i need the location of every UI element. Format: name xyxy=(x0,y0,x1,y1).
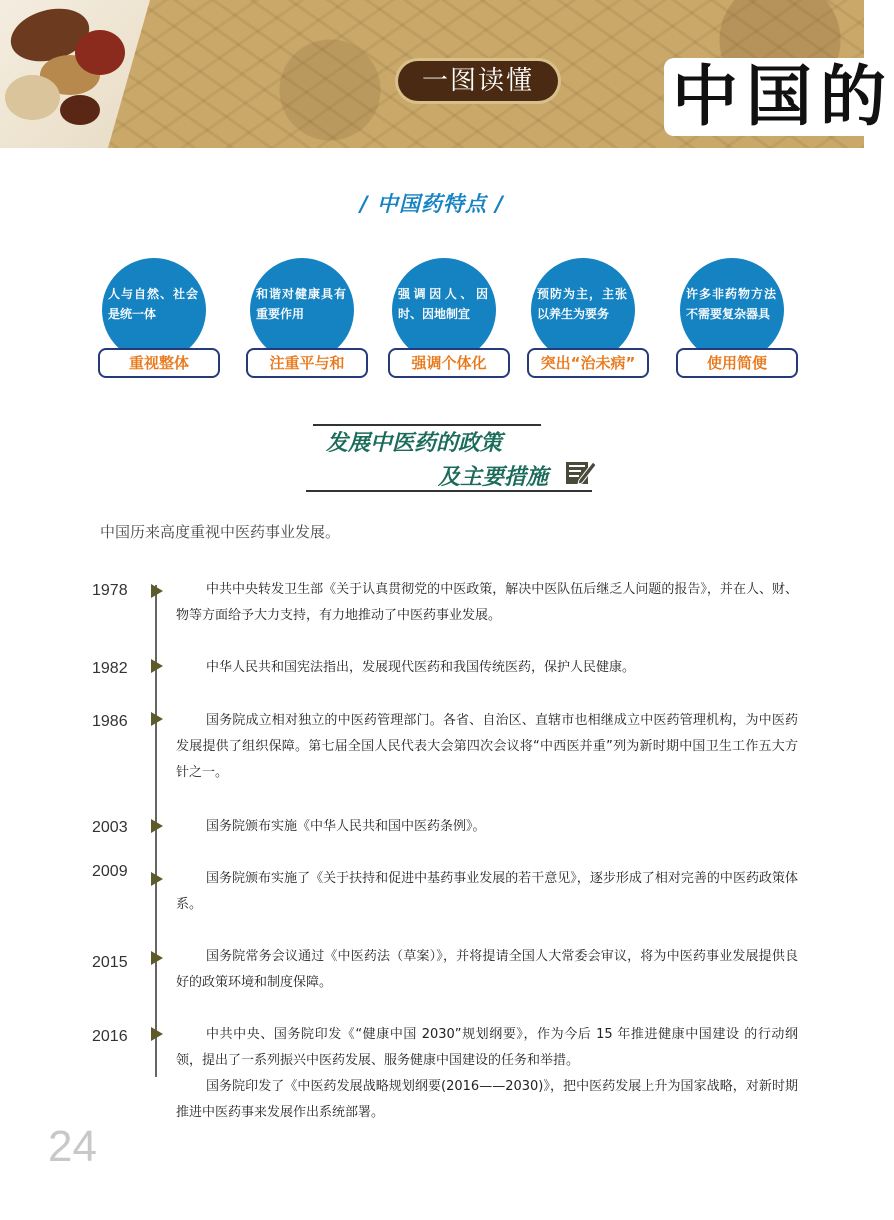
timeline-arrow-icon xyxy=(151,872,163,886)
feature-label: 注重平与和 xyxy=(246,348,368,378)
timeline-arrow-icon xyxy=(151,1027,163,1041)
timeline-event: 中共中央转发卫生部《关于认真贯彻党的中医政策，解决中医队伍后继乏人问题的报告》，并在人、财、物等方面给予大力支持，有力地推动了中医药事业发展。 xyxy=(176,582,798,623)
timeline-year: 2016 xyxy=(92,1028,128,1045)
features-title: / 中国药特点 / xyxy=(360,192,504,216)
series-title: 一图读懂 xyxy=(398,61,558,101)
feature-label: 强调个体化 xyxy=(388,348,510,378)
timeline-arrow-icon xyxy=(151,951,163,965)
timeline-event: 国务院常务会议通过《中医药法（草案）》，并将提请全国人大常委会审议，将为中医药事业发展提供良好的政策环境和制度保障。 xyxy=(176,949,798,990)
feature-card-2 xyxy=(246,258,356,380)
feature-text: 和谐对健康具有重要作用 xyxy=(256,287,346,321)
timeline-year: 2003 xyxy=(92,819,128,836)
policy-title-line1: 发展中医药的政策 xyxy=(326,431,503,456)
timeline-year: 2015 xyxy=(92,954,128,971)
feature-card-1 xyxy=(98,258,208,380)
feature-text: 强调因人、因时、因地制宜 xyxy=(398,287,488,321)
policy-title-line2: 及主要措施 xyxy=(438,465,549,490)
timeline-year: 1986 xyxy=(92,713,128,730)
timeline-year: 2009 xyxy=(92,863,128,880)
herb-4 xyxy=(5,75,60,120)
pen-notebook-icon xyxy=(565,458,597,486)
feature-card-3 xyxy=(388,258,498,380)
timeline-arrow-icon xyxy=(151,819,163,833)
timeline-event: 国务院颁布实施了《关于扶持和促进中基药事业发展的若干意见》，逐步形成了相对完善的中医药政策体系。 xyxy=(176,871,798,912)
timeline-event-continued: 国务院印发了《中医药发展战略规划纲要(2016——2030)》，把中医药发展上升为国家战略，对新时期推进中医药事来发展作出系统部署。 xyxy=(176,1079,798,1120)
policy-intro: 中国历来高度重视中医药事业发展。 xyxy=(100,523,341,541)
herb-3 xyxy=(75,30,125,75)
feature-text: 预防为主，主张以养生为要务 xyxy=(537,287,627,321)
timeline-event: 国务院颁布实施《中华人民共和国中医药条例》。 xyxy=(206,819,486,834)
title-rule-bottom xyxy=(306,490,592,492)
feature-text: 人与自然、社会是统一体 xyxy=(108,287,198,321)
feature-card-4 xyxy=(527,258,637,380)
timeline-event: 中共中央、国务院印发《“健康中国 2030”规划纲要》，作为今后 15 年推进健康中国建设 的行动纲领，提出了一系列振兴中医药发展、服务健康中国建设的任务和举措。 xyxy=(176,1027,798,1068)
timeline-year: 1982 xyxy=(92,660,128,677)
feature-label: 重视整体 xyxy=(98,348,220,378)
timeline-event: 中华人民共和国宪法指出，发展现代医药和我国传统医药，保护人民健康。 xyxy=(206,660,636,675)
herbs-photo xyxy=(0,0,150,148)
header-banner xyxy=(0,0,894,148)
timeline-arrow-icon xyxy=(151,584,163,598)
herb-5 xyxy=(60,95,100,125)
timeline-arrow-icon xyxy=(151,659,163,673)
timeline-year: 1978 xyxy=(92,582,128,599)
feature-label: 突出“治未病” xyxy=(527,348,649,378)
main-title: 中国的 xyxy=(672,57,894,135)
page-number: 24 xyxy=(48,1122,97,1171)
feature-text: 许多非药物方法不需要复杂器具 xyxy=(686,287,776,321)
feature-card-5 xyxy=(676,258,786,380)
timeline-arrow-icon xyxy=(151,712,163,726)
feature-label: 使用简便 xyxy=(676,348,798,378)
timeline-event: 国务院成立相对独立的中医药管理部门。各省、自治区、直辖市也相继成立中医药管理机构，为中医药发展提供了组织保障。第七届全国人民代表大会第四次会议将“中西医并重”列为新时期中国卫生工作五大方针之一。 xyxy=(176,713,798,780)
